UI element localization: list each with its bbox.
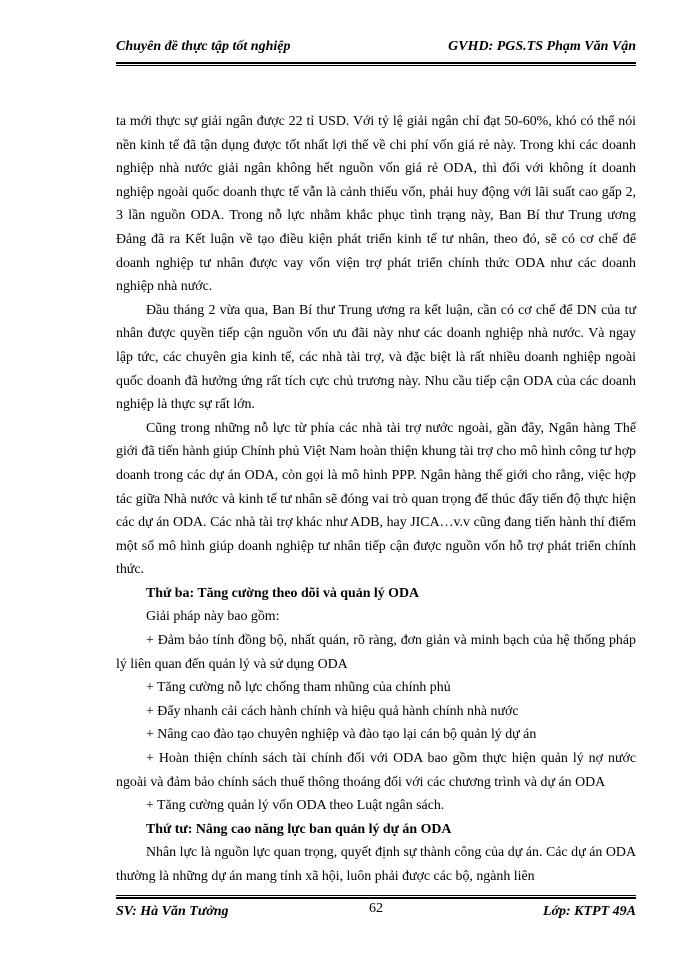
paragraph-continuation: ta mới thực sự giải ngân được 22 tỉ USD. Với tỷ lệ giải ngân chỉ đạt 50-60%, khó có thể nói nền kinh tế đã tận dụng được tốt nhất lợi thế về chi phí vốn giá rẻ này. Trong khi các doanh nghiệp nhà nước giải ngân không hết nguồn vốn giá rẻ ODA, thì đối với không ít doanh nghiệp ngoài quốc doanh thực tế vẫn là cảnh thiếu vốn, phải huy động với lãi suất cao gấp 2, 3 lần nguồn ODA. Trong nỗ lực nhằm khắc phục tình trạng này, Ban Bí thư Trung ương Đảng đã ra Kết luận về tạo điều kiện phát triển kinh tế tư nhân, theo đó, sẽ có cơ chế để doanh nghiệp tư nhân được vay vốn viện trợ phát triển chính thức ODA như các doanh nghiệp nhà nước. bbox=[116, 114, 636, 295]
section-heading-third: Thứ ba: Tăng cường theo dõi và quản lý ODA bbox=[146, 585, 420, 601]
paragraph-conclusion: Đầu tháng 2 vừa qua, Ban Bí thư Trung ương ra kết luận, cần có cơ chế để DN của tư nhân được quyền tiếp cận nguồn vốn ưu đãi này như các doanh nghiệp nhà nước. Và ngay lập tức, các chuyên gia kinh tế, các nhà tài trợ, và đặc biệt là rất nhiều doanh nghiệp ngoài quốc doanh đã hưởng ứng rất tích cực chủ trương này. Nhu cầu tiếp cận ODA của các doanh nghiệp là thực sự rất lớn. bbox=[116, 302, 636, 413]
footer-rule bbox=[116, 895, 636, 899]
page-number: 62 bbox=[369, 901, 383, 916]
header-rule bbox=[116, 62, 636, 66]
paragraph-human-resources: Nhân lực là nguồn lực quan trọng, quyết định sự thành công của dự án. Các dự án ODA thường là những dự án mang tính xã hội, luôn phải được các bộ, ngành liên bbox=[116, 845, 636, 884]
list-item: + Nâng cao đào tạo chuyên nghiệp và đào tạo lại cán bộ quản lý dự án bbox=[146, 727, 537, 743]
header-title: Chuyên đề thực tập tốt nghiệp bbox=[116, 39, 291, 54]
list-item: + Đảm bảo tính đồng bộ, nhất quán, rõ ràng, đơn giản và minh bạch của hệ thống pháp lý liên quan đến quản lý và sử dụng ODA bbox=[116, 633, 636, 672]
footer-class: Lớp: KTPT 49A bbox=[542, 904, 636, 919]
list-item: + Tăng cường nỗ lực chống tham nhũng của chính phủ bbox=[146, 680, 451, 696]
section-heading-fourth: Thứ tư: Nâng cao năng lực ban quản lý dự án ODA bbox=[146, 821, 452, 837]
paragraph-donors: Cũng trong những nỗ lực từ phía các nhà tài trợ nước ngoài, gần đây, Ngân hàng Thế giới đã tiến hành giúp Chính phủ Việt Nam hoàn thiện khung tài trợ cho mô hình công tư hợp doanh trong các dự án ODA, còn gọi là mô hình PPP. Ngân hàng thế giới cho rằng, việc hợp tác giữa Nhà nước và kinh tế tư nhân sẽ đóng vai trò quan trọng để thúc đẩy tiến độ thực hiện các dự án ODA. Các nhà tài trợ khác như ADB, hay JICA…v.v cũng đang tiến hành thí điểm một số mô hình giúp doanh nghiệp tư nhân tiếp cận được nguồn vốn hỗ trợ phát triển chính thức. bbox=[116, 420, 636, 578]
list-item: + Hoàn thiện chính sách tài chính đối với ODA bao gồm thực hiện quản lý nợ nước ngoài và đảm bảo chính sách thuế thông thoáng đối với các chương trình và dự án ODA bbox=[116, 751, 636, 790]
page-header bbox=[116, 39, 636, 55]
footer-student: SV: Hà Văn Tưởng bbox=[116, 904, 229, 919]
solution-intro: Giải pháp này bao gồm: bbox=[146, 609, 280, 625]
page-body bbox=[116, 110, 636, 889]
list-item: + Đẩy nhanh cải cách hành chính và hiệu quả hành chính nhà nước bbox=[146, 703, 519, 719]
list-item: + Tăng cường quản lý vốn ODA theo Luật ngân sách. bbox=[146, 798, 445, 814]
header-advisor: GVHD: PGS.TS Phạm Văn Vận bbox=[448, 39, 636, 54]
